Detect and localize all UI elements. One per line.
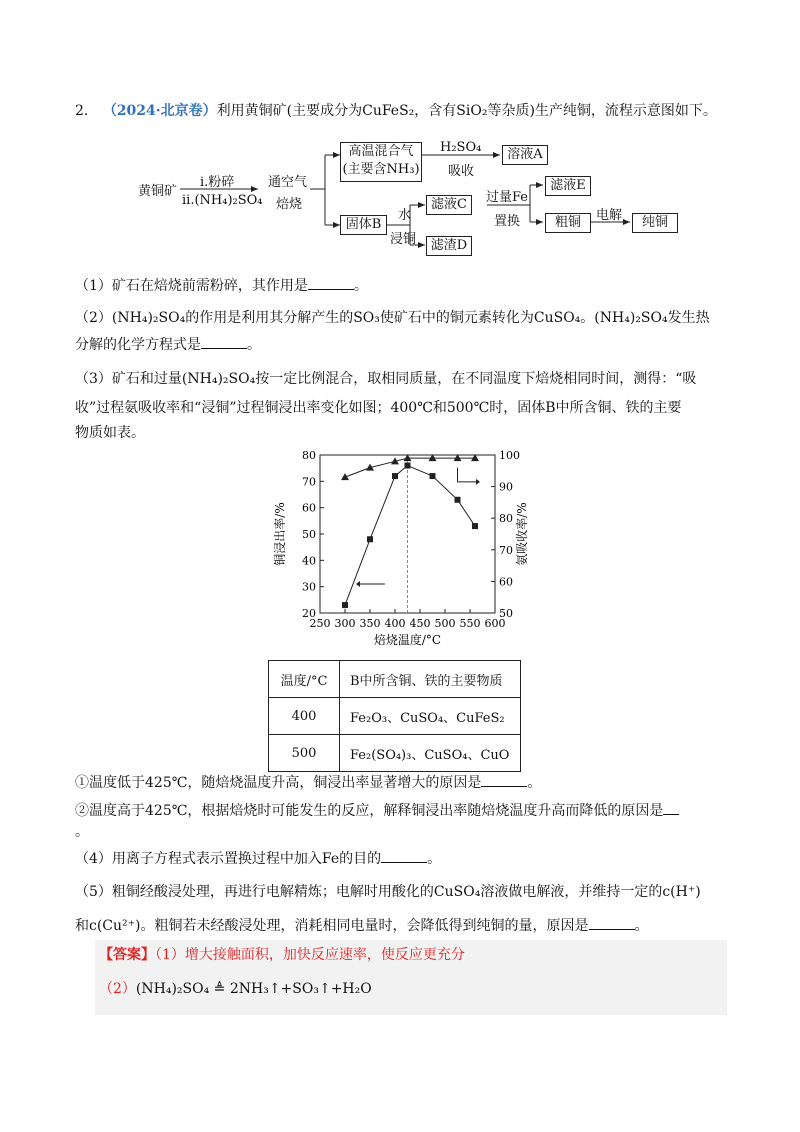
y-left-tick-label: 30 bbox=[302, 580, 316, 594]
period: 。 bbox=[247, 337, 261, 353]
question-5-line1: （5）粗铜经酸浸处理，再进行电解精炼；电解时用酸化的CuSO₄溶液做电解液，并维持一定的c(H⁺) bbox=[75, 884, 701, 900]
y-left-axis-label: 铜浸出率/% bbox=[273, 502, 287, 566]
data-point-square bbox=[455, 497, 461, 503]
table-header-cell: 温度/°C bbox=[269, 661, 340, 698]
chart-svg bbox=[270, 445, 540, 655]
gas-box-line1: 高温混合气 bbox=[348, 144, 414, 159]
y-left-tick-label: 70 bbox=[302, 475, 316, 489]
table-header-row bbox=[269, 661, 521, 698]
table-cell: 500 bbox=[269, 735, 340, 772]
flow-roast: 焙烧 bbox=[276, 197, 303, 212]
answer-blank[interactable] bbox=[308, 275, 354, 290]
flow-box-pure-cu: 纯铜 bbox=[632, 213, 678, 233]
table-header-cell: B中所含铜、铁的主要物质 bbox=[340, 661, 521, 698]
answer-blank[interactable] bbox=[481, 772, 527, 787]
question-3-line3: 物质如表。 bbox=[75, 425, 145, 441]
answer-panel bbox=[95, 940, 727, 1015]
data-point-square bbox=[405, 463, 411, 469]
y-left-tick-label: 20 bbox=[302, 607, 316, 620]
question-3-line1: （3）矿石和过量(NH₄)₂SO₄按一定比例混合，取相同质量，在不同温度下焙烧相同时间，测得：“吸 bbox=[75, 371, 697, 387]
table-cell: Fe₂O₃、CuSO₄、CuFeS₂ bbox=[340, 698, 521, 735]
table-row bbox=[269, 698, 521, 735]
flow-box-filtrate-c: 滤液C bbox=[426, 195, 472, 215]
data-point-square bbox=[472, 523, 478, 529]
y-right-tick-label: 70 bbox=[499, 543, 513, 557]
flow-electrolysis: 电解 bbox=[596, 208, 623, 223]
period: 。 bbox=[634, 918, 649, 934]
y-left-tick-label: 80 bbox=[302, 449, 316, 462]
data-point-square bbox=[367, 536, 373, 542]
flow-ore: 黄铜矿 bbox=[138, 184, 178, 199]
answer-line2 bbox=[99, 978, 372, 998]
y-right-tick-label: 90 bbox=[499, 480, 513, 494]
flow-absorb: 吸收 bbox=[448, 164, 475, 179]
question-2-line2 bbox=[75, 334, 261, 355]
question-5-line2 bbox=[75, 915, 649, 936]
flow-box-gas bbox=[340, 142, 422, 182]
answer-1: （1）增大接触面积，加快反应速率，使反应更充分 bbox=[155, 947, 465, 963]
question-5-text: 和c(Cu²⁺)。粗铜若未经酸浸处理，消耗相同电量时，会降低得到纯铜的量，原因是 bbox=[75, 918, 589, 934]
flow-step-ammonium-sulfate: ii.(NH₄)₂SO₄ bbox=[182, 193, 263, 208]
question-number: 2. bbox=[75, 103, 89, 119]
question-4 bbox=[75, 848, 441, 869]
right-axis-arrowhead bbox=[476, 479, 480, 485]
x-tick-label: 400 bbox=[384, 617, 406, 630]
right-axis-arrow bbox=[458, 468, 478, 482]
question-1 bbox=[75, 275, 368, 296]
flow-box-filtrate-e: 滤液E bbox=[545, 176, 591, 196]
y-right-tick-label: 80 bbox=[499, 512, 513, 526]
y-right-tick-label: 100 bbox=[499, 449, 520, 462]
question-header bbox=[75, 101, 717, 121]
question-3b bbox=[75, 800, 679, 821]
question-3a-text: ①温度低于425℃，随焙烧温度升高，铜浸出率显著增大的原因是 bbox=[75, 775, 482, 791]
question-2-text: 分解的化学方程式是 bbox=[75, 337, 201, 353]
flow-box-solid-b: 固体B bbox=[340, 215, 387, 235]
data-point-triangle bbox=[341, 473, 349, 480]
answer-blank[interactable] bbox=[201, 334, 247, 349]
x-tick-label: 550 bbox=[459, 617, 481, 630]
flow-box-residue-d: 滤渣D bbox=[426, 236, 472, 256]
question-3b-text: ②温度高于425℃，根据焙烧时可能发生的反应，解释铜浸出率随焙烧温度升高而降低的原因是 bbox=[75, 803, 664, 819]
answer-blank[interactable] bbox=[589, 915, 635, 930]
y-right-tick-label: 50 bbox=[499, 607, 513, 620]
data-point-square bbox=[430, 473, 436, 479]
x-axis-label: 焙烧温度/°C bbox=[373, 633, 442, 647]
question-3b-line2: 。 bbox=[75, 824, 89, 840]
y-right-axis-label: 氨吸收率/% bbox=[515, 502, 529, 566]
table-cell: 400 bbox=[269, 698, 340, 735]
answer-label: 【答案】 bbox=[99, 947, 155, 963]
y-left-tick-label: 40 bbox=[302, 554, 316, 568]
data-point-square bbox=[342, 602, 348, 608]
question-4-text: （4）用离子方程式表示置换过程中加入Fe的目的 bbox=[75, 851, 382, 867]
answer-blank[interactable] bbox=[381, 848, 427, 863]
period: 。 bbox=[353, 278, 368, 294]
answer-2-prefix: （2） bbox=[99, 981, 136, 997]
period: 。 bbox=[527, 775, 542, 791]
gas-box-line2: (主要含NH₃) bbox=[342, 162, 420, 177]
flow-box-solution-a: 溶液A bbox=[502, 145, 548, 165]
y-right-tick-label: 60 bbox=[499, 575, 513, 589]
flow-leach: 浸铜 bbox=[390, 232, 417, 247]
answer-2-equation: (NH₄)₂SO₄ ≜ 2NH₃↑+SO₃↑+H₂O bbox=[135, 981, 372, 997]
x-tick-label: 450 bbox=[409, 617, 431, 630]
left-axis-arrowhead bbox=[356, 581, 360, 587]
question-source: （2024·北京卷） bbox=[102, 103, 217, 119]
y-left-tick-label: 60 bbox=[302, 501, 316, 515]
table-cell: Fe₂(SO₄)₃、CuSO₄、CuO bbox=[340, 735, 521, 772]
question-intro: 利用黄铜矿(主要成分为CuFeS₂，含有SiO₂等杂质)生产纯铜，流程示意图如下。 bbox=[216, 103, 717, 119]
process-flow-diagram bbox=[130, 140, 720, 260]
x-tick-label: 500 bbox=[434, 617, 456, 630]
flow-box-crude-cu: 粗铜 bbox=[545, 213, 591, 233]
period: 。 bbox=[427, 851, 442, 867]
x-tick-label: 600 bbox=[484, 617, 506, 630]
x-tick-label: 350 bbox=[359, 617, 381, 630]
y-left-tick-label: 50 bbox=[302, 528, 316, 541]
answer-line1 bbox=[99, 944, 465, 964]
flow-water: 水 bbox=[398, 208, 412, 223]
chart-leach-absorb bbox=[270, 445, 540, 655]
question-3a bbox=[75, 772, 541, 793]
flow-h2so4: H₂SO₄ bbox=[440, 140, 482, 155]
flow-replace: 置换 bbox=[494, 214, 521, 229]
question-2-line1: （2）(NH₄)₂SO₄的作用是利用其分解产生的SO₃使矿石中的铜元素转化为CuSO₄。(NH₄)₂SO₄发生热 bbox=[75, 310, 710, 326]
composition-table bbox=[268, 660, 521, 772]
data-point-square bbox=[392, 473, 398, 479]
question-1-text: （1）矿石在焙烧前需粉碎，其作用是 bbox=[75, 278, 308, 294]
x-tick-label: 250 bbox=[309, 617, 331, 630]
table-row bbox=[269, 735, 521, 772]
x-tick-label: 300 bbox=[334, 617, 356, 630]
question-3-line2: 收”过程氨吸收率和“浸铜”过程铜浸出率变化如图；400℃和500℃时，固体B中所含铜、铁的主要 bbox=[75, 400, 682, 416]
answer-blank[interactable] bbox=[663, 800, 679, 815]
flow-step-crush: i.粉碎 bbox=[200, 175, 235, 190]
flow-excess-fe: 过量Fe bbox=[486, 190, 529, 205]
flow-air: 通空气 bbox=[268, 175, 308, 190]
